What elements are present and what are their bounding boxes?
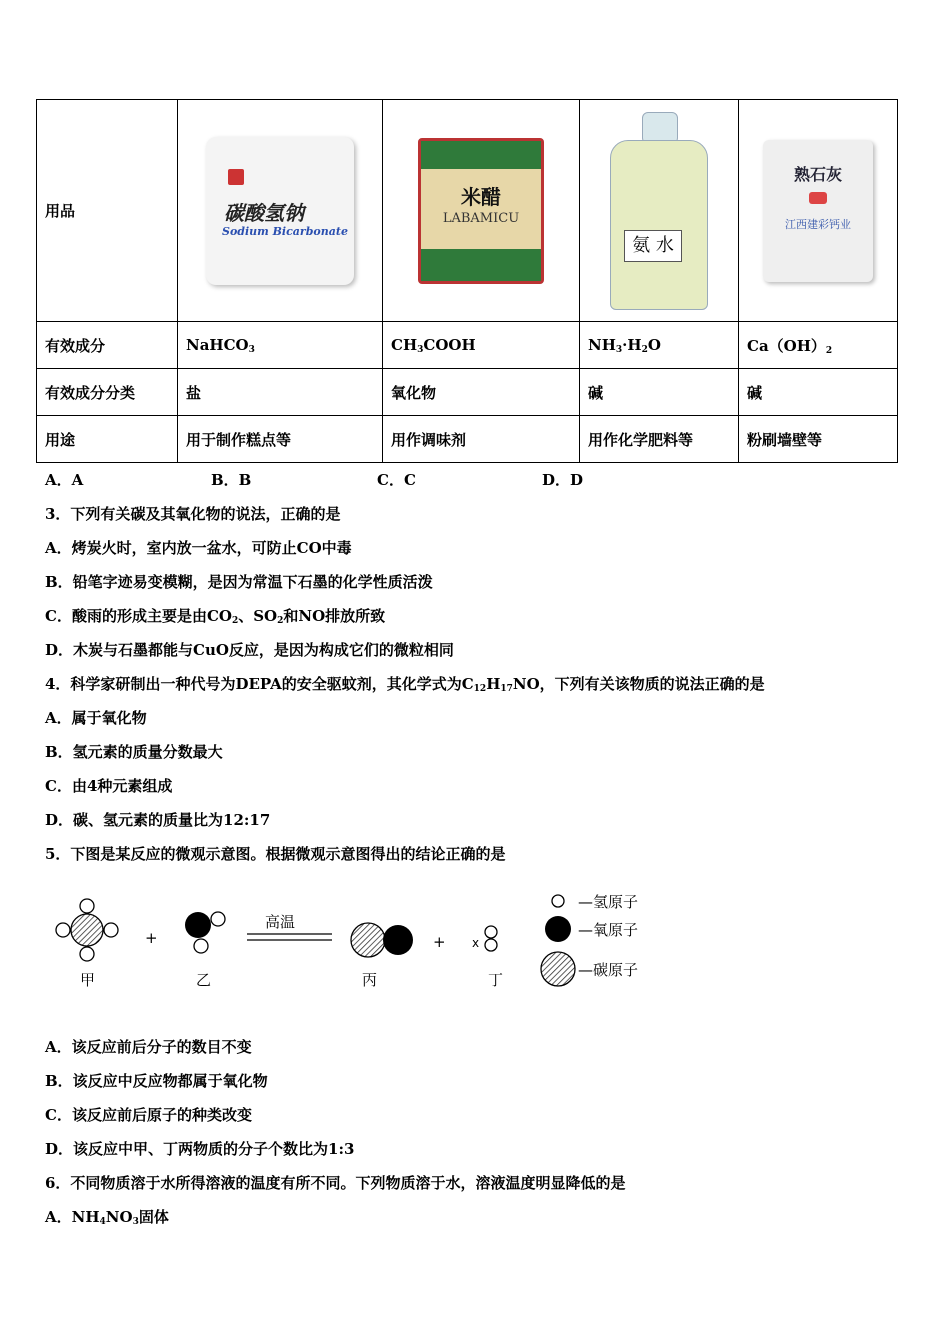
q5-stem: 5．下图是某反应的微观示意图。根据微观示意图得出的结论正确的是: [45, 845, 506, 863]
q3-option-d[interactable]: D．木炭与石墨都能与CuO反应，是因为构成它们的微粒相同: [45, 641, 454, 659]
q5-option-a[interactable]: A．该反应前后分子的数目不变: [45, 1038, 252, 1056]
baking-soda-label-en: Sodium Bicarbonate: [222, 224, 348, 238]
formula-cell: $CH_3COOH$: [383, 322, 580, 369]
use-cell: 粉刷墙壁等: [739, 416, 898, 463]
category-cell: 盐: [178, 369, 383, 416]
category-cell: 碱: [580, 369, 739, 416]
formula-cell: $Ca(OH)_2$: [739, 322, 898, 369]
molecule-yi: [185, 912, 225, 953]
use-cell: 用作化学肥料等: [580, 416, 739, 463]
q2-option-a[interactable]: A．A: [45, 471, 84, 489]
row-header-item: 用品: [37, 100, 178, 322]
rice-vinegar-label: 米醋: [461, 184, 501, 209]
baking-soda-label: 碳酸氢钠: [224, 200, 304, 225]
plus-sign: +: [145, 929, 158, 947]
label-jia: 甲: [80, 971, 96, 989]
q4-option-a[interactable]: A．属于氧化物: [45, 709, 147, 727]
ammonia-water-label: 氨 水: [624, 230, 682, 262]
reaction-condition: 高温: [265, 913, 296, 931]
molecule-jia: [56, 899, 118, 961]
row-header-ingredient: 有效成分: [37, 322, 178, 369]
legend-hydrogen: —氢原子: [578, 893, 639, 911]
rice-vinegar-label-en: LABAMICU: [442, 210, 520, 226]
legend: [541, 893, 638, 986]
q4-option-d[interactable]: D．碳、氢元素的质量比为12:17: [45, 811, 271, 829]
row-header-use: 用途: [37, 416, 178, 463]
molecule-bing: [351, 923, 413, 957]
q2-option-c[interactable]: C．C: [377, 471, 416, 489]
plus-sign: +: [433, 933, 446, 951]
q3-option-c[interactable]: C．酸雨的形成主要是由$CO_2$、$SO_2$和NO排放所致: [45, 607, 386, 626]
formula-cell: $NH_3\cdot H_2O$: [580, 322, 739, 369]
slaked-lime-image: [739, 100, 898, 322]
q6-stem: 6．不同物质溶于水所得溶液的温度有所不同。下列物质溶于水，溶液温度明显降低的是: [45, 1174, 626, 1192]
coefficient-x: x: [472, 936, 480, 950]
q5-option-b[interactable]: B．该反应中反应物都属于氧化物: [45, 1072, 268, 1090]
legend-oxygen: —氧原子: [578, 921, 639, 939]
label-bing: 丙: [362, 971, 378, 989]
q4-option-b[interactable]: B．氢元素的质量分数最大: [45, 743, 223, 761]
category-cell: 氧化物: [383, 369, 580, 416]
use-cell: 用作调味剂: [383, 416, 580, 463]
q4-option-c[interactable]: C．由4种元素组成: [45, 777, 173, 795]
q4-stem: 4．科学家研制出一种代号为DEPA的安全驱蚊剂，其化学式为$C_{12}H_{17}NO$，下列有关该物质的说法正确的是: [45, 675, 765, 694]
q3-option-b[interactable]: B．铅笔字迹易变模糊，是因为常温下石墨的化学性质活泼: [45, 573, 433, 591]
label-yi: 乙: [196, 971, 212, 989]
q6-option-a[interactable]: A．$NH_4NO_3$固体: [45, 1208, 169, 1227]
q3-stem: 3．下列有关碳及其氧化物的说法，正确的是: [45, 505, 341, 523]
row-header-category: 有效成分分类: [37, 369, 178, 416]
q2-option-b[interactable]: B．B: [211, 471, 252, 489]
q3-option-a[interactable]: A．烤炭火时，室内放一盆水，可防止CO中毒: [45, 539, 352, 557]
q5-option-d[interactable]: D．该反应中甲、丁两物质的分子个数比为1:3: [45, 1140, 355, 1158]
baking-soda-image: [178, 100, 383, 322]
slaked-lime-label: 熟石灰: [793, 164, 842, 184]
ammonia-water-image: [580, 100, 739, 322]
legend-carbon: —碳原子: [578, 961, 639, 979]
rice-vinegar-image: [383, 100, 580, 322]
products-table: [36, 99, 898, 463]
category-cell: 碱: [739, 369, 898, 416]
slaked-lime-company: 江西建彩钙业: [785, 217, 851, 231]
q5-option-c[interactable]: C．该反应前后原子的种类改变: [45, 1106, 252, 1124]
molecule-ding: [485, 926, 497, 951]
use-cell: 用于制作糕点等: [178, 416, 383, 463]
formula-cell: NaHCO$_3$: [178, 322, 383, 369]
reaction-diagram: [40, 885, 680, 1005]
q2-option-d[interactable]: D．D: [542, 471, 584, 489]
label-ding: 丁: [488, 971, 504, 989]
